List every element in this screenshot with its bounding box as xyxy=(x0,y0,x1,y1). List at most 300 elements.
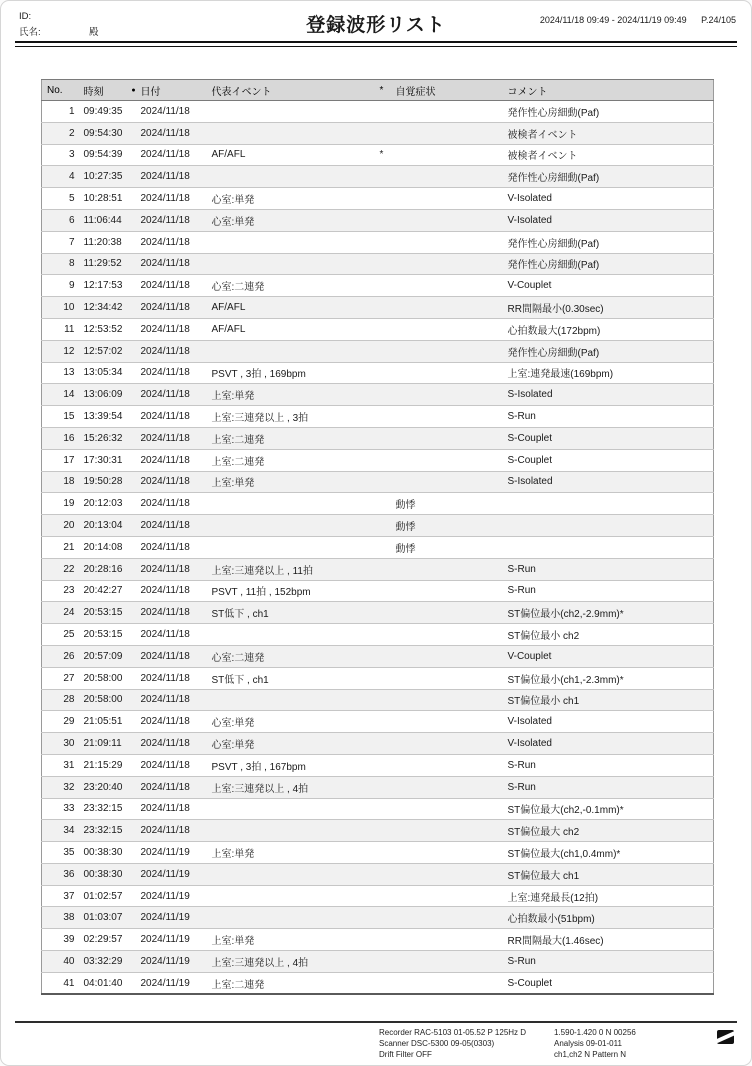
cell-symptom xyxy=(394,645,504,667)
cell-no: 35 xyxy=(63,846,75,858)
table-row xyxy=(42,122,714,144)
cell-star xyxy=(378,231,394,253)
cell-no: 17 xyxy=(63,454,75,466)
cell-event: 上室:二連発 xyxy=(211,456,265,468)
cell-date: 2024/11/18 xyxy=(140,411,190,423)
cell-event xyxy=(206,624,378,646)
cell-time: 10:28:51 xyxy=(83,193,123,205)
cell-star xyxy=(378,449,394,471)
cell-star xyxy=(378,318,394,340)
cell-time: 00:38:30 xyxy=(83,846,123,858)
table-row xyxy=(42,449,714,471)
cell-dot xyxy=(128,471,140,493)
cell-comment: S-Isolated xyxy=(507,389,553,401)
cell-date: 2024/11/18 xyxy=(140,629,190,641)
cell-star xyxy=(378,427,394,449)
cell-comment: V-Isolated xyxy=(507,193,552,205)
footer-recorder-info xyxy=(379,1027,526,1060)
table-row xyxy=(42,406,714,428)
cell-symptom xyxy=(394,689,504,711)
cell-symptom xyxy=(394,253,504,275)
cell-star xyxy=(378,842,394,864)
cell-dot xyxy=(128,406,140,428)
table-row xyxy=(42,776,714,798)
cell-no: 21 xyxy=(63,541,75,553)
cell-date: 2024/11/18 xyxy=(140,607,190,619)
cell-event xyxy=(206,166,378,188)
cell-event xyxy=(206,122,378,144)
cell-star xyxy=(378,972,394,994)
cell-event xyxy=(206,885,378,907)
cell-date: 2024/11/18 xyxy=(140,738,190,749)
cell-event xyxy=(206,253,378,275)
cell-symptom xyxy=(394,776,504,798)
cell-symptom xyxy=(394,166,504,188)
cell-star xyxy=(378,515,394,537)
cell-time: 19:50:28 xyxy=(83,476,123,488)
cell-no: 19 xyxy=(63,498,75,510)
column-header-symptom: 自覚症状 xyxy=(394,80,504,101)
cell-event xyxy=(206,689,378,711)
cell-time: 21:05:51 xyxy=(83,716,123,728)
cell-symptom xyxy=(394,711,504,733)
table-row xyxy=(42,515,714,537)
cell-comment: RR間隔最大(1.46sec) xyxy=(507,936,604,948)
table-row xyxy=(42,101,714,123)
cell-event: AF/AFL xyxy=(211,323,246,335)
cell-event: 上室:二連発 xyxy=(211,434,265,446)
column-header-comment: コメント xyxy=(504,80,714,101)
cell-comment: V-Couplet xyxy=(507,280,552,292)
cell-no: 18 xyxy=(63,476,75,488)
page-number: P.24/105 xyxy=(701,15,736,25)
cell-no: 9 xyxy=(68,280,75,292)
cell-comment: 発作性心房細動(Paf) xyxy=(507,347,600,359)
cell-event xyxy=(206,515,378,537)
cell-star xyxy=(378,188,394,210)
cell-symptom xyxy=(394,602,504,624)
cell-star xyxy=(378,536,394,558)
cell-event: 上室:単発 xyxy=(211,391,255,403)
cell-dot xyxy=(128,384,140,406)
cell-event: 心室:単発 xyxy=(211,216,255,228)
cell-no: 11 xyxy=(64,323,75,335)
cell-comment: S-Run xyxy=(507,563,536,575)
table-row xyxy=(42,275,714,297)
cell-symptom xyxy=(394,754,504,776)
cell-date: 2024/11/18 xyxy=(140,694,190,706)
cell-date: 2024/11/18 xyxy=(140,476,190,488)
cell-star xyxy=(378,122,394,144)
cell-no: 39 xyxy=(63,934,75,946)
cell-date: 2024/11/18 xyxy=(140,498,190,510)
cell-no: 20 xyxy=(63,520,75,532)
cell-date: 2024/11/18 xyxy=(140,650,190,662)
cell-time: 20:14:08 xyxy=(83,541,123,553)
cell-symptom xyxy=(394,427,504,449)
cell-dot xyxy=(128,449,140,471)
cell-dot xyxy=(128,144,140,166)
cell-event: AF/AFL xyxy=(211,302,246,314)
cell-time: 20:13:04 xyxy=(83,520,123,532)
cell-no: 23 xyxy=(63,585,75,597)
cell-event xyxy=(206,907,378,929)
cell-comment: RR間隔最小(0.30sec) xyxy=(507,304,604,316)
cell-dot xyxy=(128,580,140,602)
cell-dot xyxy=(128,733,140,755)
cell-no: 12 xyxy=(63,345,75,357)
cell-symptom xyxy=(394,972,504,994)
cell-date: 2024/11/18 xyxy=(140,803,190,815)
footer-rule xyxy=(15,1021,737,1023)
table-row xyxy=(42,493,714,515)
cell-date: 2024/11/18 xyxy=(140,302,190,314)
cell-comment: V-Isolated xyxy=(507,214,552,226)
cell-no: 28 xyxy=(63,694,75,706)
cell-time: 09:54:30 xyxy=(83,127,123,139)
cell-comment: ST偏位最小 ch1 xyxy=(507,696,580,708)
cell-star xyxy=(378,340,394,362)
cell-time: 12:53:52 xyxy=(83,323,123,335)
table-row xyxy=(42,188,714,210)
cell-time: 20:57:09 xyxy=(83,650,123,662)
cell-no: 1 xyxy=(68,105,75,117)
cell-no: 29 xyxy=(63,716,75,728)
cell-comment: S-Run xyxy=(507,955,536,967)
cell-comment: 発作性心房細動(Paf) xyxy=(507,260,600,272)
cell-dot xyxy=(128,362,140,384)
table-row xyxy=(42,362,714,384)
cell-time: 13:06:09 xyxy=(83,389,123,401)
cell-date: 2024/11/19 xyxy=(140,846,190,858)
cell-no: 10 xyxy=(63,302,75,314)
cell-star xyxy=(378,820,394,842)
cell-time: 20:53:15 xyxy=(83,607,123,619)
cell-event: PSVT , 3拍 , 167bpm xyxy=(211,761,306,773)
cell-date: 2024/11/18 xyxy=(140,323,190,335)
name-label: 氏名: xyxy=(19,27,41,38)
cell-no: 26 xyxy=(63,650,75,662)
cell-comment xyxy=(504,515,714,537)
cell-event: 上室:三連発以上 , 4拍 xyxy=(211,783,309,795)
cell-symptom xyxy=(394,297,504,319)
cell-event: 上室:三連発以上 , 4拍 xyxy=(211,957,309,969)
cell-dot xyxy=(128,340,140,362)
table-row xyxy=(42,536,714,558)
cell-dot xyxy=(128,711,140,733)
cell-date: 2024/11/18 xyxy=(140,236,190,248)
cell-symptom xyxy=(394,144,504,166)
cell-time: 11:29:52 xyxy=(83,258,122,270)
cell-date: 2024/11/19 xyxy=(140,890,190,902)
cell-symptom xyxy=(394,449,504,471)
cell-star xyxy=(378,776,394,798)
cell-dot xyxy=(128,645,140,667)
cell-date: 2024/11/18 xyxy=(140,193,190,205)
cell-event: 心室:単発 xyxy=(211,740,255,751)
cell-no: 22 xyxy=(63,563,75,575)
cell-date: 2024/11/18 xyxy=(140,367,190,379)
cell-no: 13 xyxy=(63,367,75,379)
cell-no: 31 xyxy=(63,759,75,771)
cell-comment: 被検者イベント xyxy=(507,151,578,163)
cell-comment: ST偏位最小(ch2,-2.9mm)* xyxy=(507,609,624,621)
cell-comment: S-Couplet xyxy=(507,432,552,444)
cell-time: 01:03:07 xyxy=(83,912,123,924)
cell-no: 16 xyxy=(63,432,75,444)
cell-comment: ST偏位最小(ch1,-2.3mm)* xyxy=(507,674,624,686)
cell-no: 36 xyxy=(63,868,75,880)
cell-symptom xyxy=(394,362,504,384)
cell-star: * xyxy=(379,149,384,161)
cell-symptom xyxy=(394,929,504,951)
cell-time: 12:34:42 xyxy=(83,302,123,314)
cell-comment: 上室:連発最速(169bpm) xyxy=(507,369,614,381)
cell-date: 2024/11/18 xyxy=(140,563,190,575)
cell-event xyxy=(206,536,378,558)
cell-star xyxy=(378,558,394,580)
table-row xyxy=(42,166,714,188)
cell-time: 20:12:03 xyxy=(83,498,123,510)
table-row xyxy=(42,798,714,820)
cell-comment: ST偏位最小 ch2 xyxy=(507,631,580,643)
footer-line: Scanner DSC-5300 09-05(0303) xyxy=(379,1039,495,1048)
cell-no: 7 xyxy=(68,236,75,248)
cell-event: 心室:単発 xyxy=(211,195,255,207)
cell-symptom xyxy=(394,384,504,406)
cell-comment: S-Couplet xyxy=(507,977,552,989)
column-header-star: * xyxy=(378,80,394,101)
cell-dot xyxy=(128,863,140,885)
cell-time: 01:02:57 xyxy=(83,890,123,902)
cell-no: 6 xyxy=(68,214,75,226)
cell-event xyxy=(206,863,378,885)
cell-star xyxy=(378,689,394,711)
cell-event: 心室:二連発 xyxy=(211,652,265,664)
cell-date: 2024/11/18 xyxy=(140,541,190,553)
cell-star xyxy=(378,885,394,907)
cell-dot xyxy=(128,907,140,929)
table-row xyxy=(42,907,714,929)
cell-event: 上室:単発 xyxy=(211,848,255,860)
cell-dot xyxy=(128,536,140,558)
cell-comment: V-Isolated xyxy=(507,716,552,728)
cell-time: 20:58:00 xyxy=(83,694,123,706)
table-row xyxy=(42,297,714,319)
cell-time: 02:29:57 xyxy=(83,934,123,946)
cell-star xyxy=(378,384,394,406)
cell-date: 2024/11/18 xyxy=(140,716,190,728)
cell-dot xyxy=(128,188,140,210)
table-row xyxy=(42,689,714,711)
cell-symptom xyxy=(394,275,504,297)
cell-symptom: 動悸 xyxy=(395,500,416,512)
cell-event xyxy=(206,340,378,362)
cell-star xyxy=(378,667,394,689)
cell-no: 37 xyxy=(63,890,75,902)
cell-comment: S-Run xyxy=(507,585,536,597)
cell-no: 2 xyxy=(68,127,75,139)
cell-date: 2024/11/18 xyxy=(140,432,190,444)
cell-date: 2024/11/18 xyxy=(140,258,190,270)
cell-star xyxy=(378,951,394,973)
cell-no: 5 xyxy=(68,193,75,205)
cell-event: PSVT , 11拍 , 152bpm xyxy=(211,587,311,599)
cell-dot xyxy=(128,820,140,842)
event-table xyxy=(41,79,713,995)
cell-dot xyxy=(128,493,140,515)
cell-comment: 発作性心房細動(Paf) xyxy=(507,173,600,185)
footer-line: 1.590-1.420 0 N 00256 xyxy=(554,1028,636,1037)
cell-event: 心室:単発 xyxy=(211,718,255,730)
cell-star xyxy=(378,798,394,820)
cell-star xyxy=(378,166,394,188)
table-row xyxy=(42,602,714,624)
table-row xyxy=(42,842,714,864)
cell-no: 24 xyxy=(63,607,75,619)
cell-time: 21:15:29 xyxy=(83,759,123,771)
cell-dot xyxy=(128,253,140,275)
cell-date: 2024/11/19 xyxy=(140,955,190,967)
cell-symptom xyxy=(394,863,504,885)
name-honorific: 殿 xyxy=(89,27,99,38)
cell-no: 15 xyxy=(63,411,75,423)
cell-time: 20:42:27 xyxy=(83,585,123,597)
cell-comment: 心拍数最小(51bpm) xyxy=(507,914,595,926)
cell-event xyxy=(206,231,378,253)
cell-symptom xyxy=(394,231,504,253)
cell-time: 09:49:35 xyxy=(83,105,123,117)
cell-symptom xyxy=(394,188,504,210)
cell-time: 00:38:30 xyxy=(83,868,123,880)
cell-date: 2024/11/18 xyxy=(140,454,190,466)
table-row xyxy=(42,253,714,275)
cell-dot xyxy=(128,842,140,864)
table-row xyxy=(42,427,714,449)
cell-event xyxy=(206,820,378,842)
cell-no: 40 xyxy=(63,955,75,967)
cell-star xyxy=(378,754,394,776)
cell-dot xyxy=(128,624,140,646)
table-row xyxy=(42,711,714,733)
footer-line: Drift Filter OFF xyxy=(379,1050,432,1059)
cell-date: 2024/11/18 xyxy=(140,520,190,532)
cell-dot xyxy=(128,798,140,820)
cell-time: 09:54:39 xyxy=(83,149,123,161)
cell-time: 12:17:53 xyxy=(83,280,123,292)
cell-date: 2024/11/19 xyxy=(140,868,190,880)
footer-line: ch1,ch2 N Pattern N xyxy=(554,1050,627,1059)
cell-dot xyxy=(128,275,140,297)
footer-line: Recorder RAC-5103 01-05.52 P 125Hz D xyxy=(379,1028,527,1037)
cell-star xyxy=(378,253,394,275)
table-row xyxy=(42,231,714,253)
table-row xyxy=(42,471,714,493)
cell-dot xyxy=(128,101,140,123)
cell-comment: V-Couplet xyxy=(507,650,552,662)
cell-comment: ST偏位最大 ch2 xyxy=(507,827,580,839)
cell-symptom: 動悸 xyxy=(395,543,416,555)
cell-time: 23:32:15 xyxy=(83,825,123,837)
cell-dot xyxy=(128,885,140,907)
cell-time: 21:09:11 xyxy=(83,738,122,749)
cell-event: 上室:単発 xyxy=(211,478,255,490)
cell-date: 2024/11/18 xyxy=(140,781,190,793)
cell-comment xyxy=(504,493,714,515)
table-row xyxy=(42,624,714,646)
cell-star xyxy=(378,733,394,755)
cell-symptom xyxy=(394,885,504,907)
cell-dot xyxy=(128,689,140,711)
cell-date: 2024/11/18 xyxy=(140,280,190,292)
column-header-no: No. xyxy=(42,80,78,101)
cell-dot xyxy=(128,231,140,253)
cell-no: 4 xyxy=(68,171,75,183)
cell-comment: ST偏位最大 ch1 xyxy=(507,870,580,882)
cell-date: 2024/11/18 xyxy=(140,825,190,837)
cell-time: 23:32:15 xyxy=(83,803,123,815)
cell-comment: 発作性心房細動(Paf) xyxy=(507,238,600,250)
cell-dot xyxy=(128,166,140,188)
cell-symptom xyxy=(394,209,504,231)
cell-star xyxy=(378,645,394,667)
table-row xyxy=(42,384,714,406)
table-row xyxy=(42,972,714,994)
cell-symptom xyxy=(394,122,504,144)
cell-comment: ST偏位最大(ch1,0.4mm)* xyxy=(507,848,621,860)
sort-dot-icon: ● xyxy=(128,80,140,101)
cell-date: 2024/11/18 xyxy=(140,127,190,139)
cell-comment: 上室:連発最長(12拍) xyxy=(507,892,599,904)
cell-dot xyxy=(128,515,140,537)
cell-no: 8 xyxy=(68,258,75,270)
cell-date: 2024/11/19 xyxy=(140,912,190,924)
cell-symptom xyxy=(394,733,504,755)
record-date-range xyxy=(540,15,736,25)
event-table-body xyxy=(42,101,714,995)
cell-star xyxy=(378,602,394,624)
id-label: ID: xyxy=(19,11,32,22)
cell-symptom xyxy=(394,406,504,428)
cell-event: 上室:三連発以上 , 3拍 xyxy=(211,413,309,425)
cell-no: 30 xyxy=(63,738,75,749)
cell-time: 20:53:15 xyxy=(83,629,123,641)
cell-symptom: 動悸 xyxy=(395,522,416,534)
cell-event: AF/AFL xyxy=(211,149,246,161)
cell-symptom xyxy=(394,558,504,580)
cell-event xyxy=(206,798,378,820)
cell-star xyxy=(378,624,394,646)
cell-dot xyxy=(128,602,140,624)
cell-star xyxy=(378,907,394,929)
cell-no: 25 xyxy=(63,629,75,641)
cell-event: 上室:単発 xyxy=(211,936,255,948)
cell-no: 3 xyxy=(68,149,75,161)
table-row xyxy=(42,645,714,667)
column-header-event: 代表イベント xyxy=(206,80,378,101)
table-row xyxy=(42,580,714,602)
cell-time: 04:01:40 xyxy=(83,977,123,989)
cell-symptom xyxy=(394,340,504,362)
cell-comment: V-Isolated xyxy=(507,738,552,749)
cell-symptom xyxy=(394,951,504,973)
cell-symptom xyxy=(394,471,504,493)
table-row xyxy=(42,733,714,755)
table-row xyxy=(42,863,714,885)
cell-time: 13:05:34 xyxy=(83,367,123,379)
cell-star xyxy=(378,406,394,428)
table-row xyxy=(42,754,714,776)
